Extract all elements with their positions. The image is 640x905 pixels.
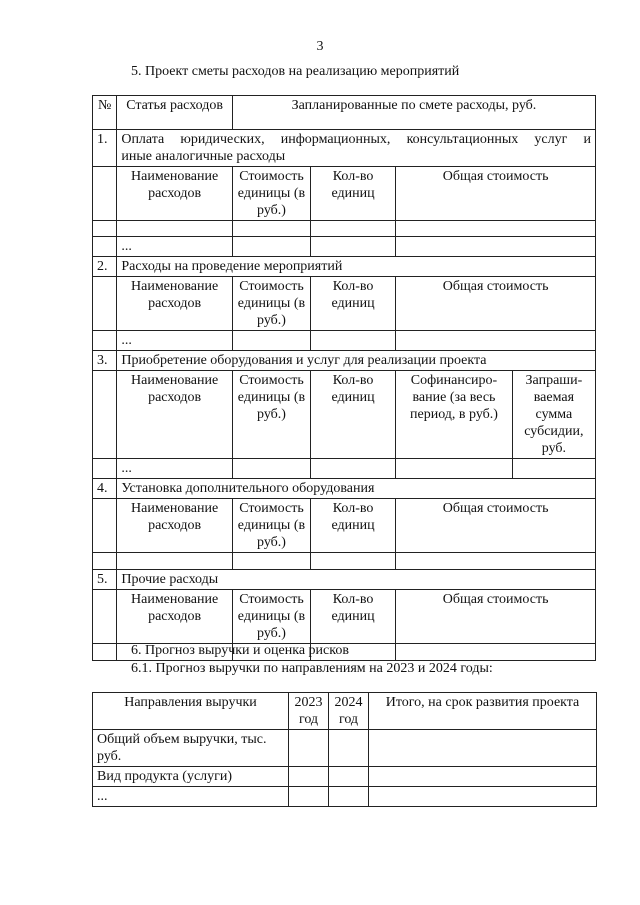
row3-qty-header: Кол-во единиц (311, 371, 396, 459)
row1-unitcost-header: Стоимость единицы (в руб.) (232, 167, 310, 221)
page-number: 3 (316, 39, 324, 54)
revenue-row-total: Общий объем выручки, тыс. руб. (93, 730, 289, 767)
col-2024-header: 2024 год (329, 693, 369, 730)
row1-qty-header: Кол-во единиц (311, 167, 396, 221)
row4-title: Установка дополнительного оборудования (117, 479, 596, 499)
expense-estimate-table (92, 95, 596, 661)
section5-heading: 5. Проект сметы расходов на реализацию мероприятий (131, 64, 460, 79)
row2-qty-header: Кол-во единиц (311, 277, 396, 331)
row2-ellipsis: ... (117, 331, 233, 351)
row5-title: Прочие расходы (117, 570, 596, 590)
col-total-header: Итого, на срок развития проекта (369, 693, 597, 730)
section6-subheading: 6.1. Прогноз выручки по направлениям на 2023 и 2024 годы: (131, 661, 493, 676)
row1-title-line1: Оплата юридических, информационных, консультационных услуг и (121, 132, 591, 147)
row4-qty-header: Кол-во единиц (311, 499, 396, 553)
row5-unitcost-header: Стоимость единицы (в руб.) (232, 590, 310, 644)
row2-title: Расходы на проведение мероприятий (117, 257, 596, 277)
row3-unitcost-header: Стоимость единицы (в руб.) (232, 371, 310, 459)
row1-ellipsis: ... (117, 237, 233, 257)
row3-num: 3. (93, 351, 117, 371)
row3-title: Приобретение оборудования и услуг для реализации проекта (117, 351, 596, 371)
row5-qty-header: Кол-во единиц (311, 590, 396, 644)
row2-num: 2. (93, 257, 117, 277)
row3-subsidy-header: Запраши-ваемая сумма субсидии, руб. (512, 371, 595, 459)
row4-total-header: Общая стоимость (396, 499, 596, 553)
col-num-header: № (93, 96, 117, 130)
col-article-header: Статья расходов (117, 96, 233, 130)
row3-ellipsis: ... (117, 459, 233, 479)
row2-name-header: Наименование расходов (117, 277, 233, 331)
row5-name-header: Наименование расходов (117, 590, 233, 644)
col-2023-header: 2023 год (289, 693, 329, 730)
revenue-row-product: Вид продукта (услуги) (93, 767, 289, 787)
row1-name-header: Наименование расходов (117, 167, 233, 221)
row1-title (117, 130, 596, 167)
row2-total-header: Общая стоимость (396, 277, 596, 331)
row5-total-header: Общая стоимость (396, 590, 596, 644)
col-direction-header: Направления выручки (93, 693, 289, 730)
row1-title-line2: иные аналогичные расходы (121, 149, 286, 164)
row4-unitcost-header: Стоимость единицы (в руб.) (232, 499, 310, 553)
row4-num: 4. (93, 479, 117, 499)
col-planned-header: Запланированные по смете расходы, руб. (232, 96, 595, 130)
row3-name-header: Наименование расходов (117, 371, 233, 459)
revenue-row-ellipsis: ... (93, 787, 289, 807)
row3-cofinancing-header: Софинансиро-вание (за весь период, в руб.) (396, 371, 513, 459)
row2-unitcost-header: Стоимость единицы (в руб.) (232, 277, 310, 331)
row1-num: 1. (93, 130, 117, 167)
revenue-forecast-table (92, 692, 597, 807)
row5-num: 5. (93, 570, 117, 590)
row1-total-header: Общая стоимость (396, 167, 596, 221)
row4-name-header: Наименование расходов (117, 499, 233, 553)
section6-heading: 6. Прогноз выручки и оценка рисков (131, 643, 349, 658)
